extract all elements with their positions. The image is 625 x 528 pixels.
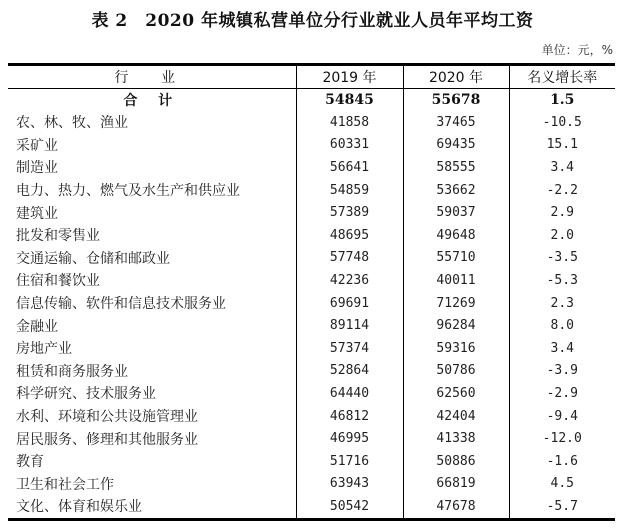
value-2019: 57748 [296,247,403,270]
industry-name: 信息传输、软件和信息技术服务业 [16,296,226,313]
value-2020: 50886 [403,450,509,473]
value-2019: 60331 [296,134,403,157]
header-industry-label: 行 业 [114,70,189,86]
value-2020: 50786 [403,360,509,383]
table-row [8,337,615,360]
value-2020: 62560 [403,382,509,405]
value-2020: 58555 [403,156,509,179]
growth-rate: -5.3 [509,269,615,292]
table-row [8,111,615,134]
industry-name: 金融业 [16,318,58,335]
value-2020: 49648 [403,224,509,247]
value-2019: 48695 [296,224,403,247]
growth-rate: 2.0 [509,224,615,247]
table-row [8,156,615,179]
value-2020: 59316 [403,337,509,360]
industry-name: 卫生和社会工作 [16,476,114,493]
value-2019: 46812 [296,405,403,428]
table-row [8,382,615,405]
value-2020: 69435 [403,134,509,157]
value-2019: 52864 [296,360,403,383]
industry-name: 农、林、牧、渔业 [16,115,128,132]
header-2019: 2019 年 [296,65,403,89]
value-2019: 41858 [296,111,403,134]
total-growth: 1.5 [509,89,615,112]
value-2020: 71269 [403,292,509,315]
growth-rate: -10.5 [509,111,615,134]
wage-table [8,63,615,521]
table-row [8,269,615,292]
growth-rate: 3.4 [509,156,615,179]
header-2020: 2020 年 [403,65,509,89]
industry-name: 电力、热力、燃气及水生产和供应业 [16,183,240,200]
value-2020: 53662 [403,179,509,202]
value-2019: 69691 [296,292,403,315]
growth-rate: 15.1 [509,134,615,157]
industry-name: 租赁和商务服务业 [16,363,128,380]
table-row [8,292,615,315]
industry-name: 房地产业 [16,341,72,358]
growth-rate: -2.9 [509,382,615,405]
growth-rate: -3.5 [509,247,615,270]
value-2019: 42236 [296,269,403,292]
value-2020: 96284 [403,314,509,337]
growth-rate: 4.5 [509,473,615,496]
total-2020: 55678 [403,89,509,112]
industry-name: 建筑业 [16,205,58,222]
header-industry [8,65,296,89]
table-row [8,473,615,496]
table-title: 表 2 2020 年城镇私营单位分行业就业人员年平均工资 [91,11,534,31]
value-2020: 55710 [403,247,509,270]
value-2020: 47678 [403,495,509,519]
value-2019: 57374 [296,337,403,360]
value-2019: 57389 [296,201,403,224]
growth-rate: 2.9 [509,201,615,224]
growth-rate: 8.0 [509,314,615,337]
value-2020: 59037 [403,201,509,224]
header-growth: 名义增长率 [509,65,615,89]
growth-rate: -9.4 [509,405,615,428]
value-2019: 89114 [296,314,403,337]
growth-rate: 3.4 [509,337,615,360]
table-row [8,495,615,519]
growth-rate: -3.9 [509,360,615,383]
value-2019: 46995 [296,427,403,450]
value-2019: 63943 [296,473,403,496]
industry-name: 水利、环境和公共设施管理业 [16,409,198,426]
table-row [8,405,615,428]
growth-rate: 2.3 [509,292,615,315]
industry-name: 教育 [16,454,44,471]
industry-name: 采矿业 [16,137,58,154]
industry-name: 科学研究、技术服务业 [16,386,156,403]
value-2019: 51716 [296,450,403,473]
total-2019: 54845 [296,89,403,112]
value-2019: 50542 [296,495,403,519]
table-row [8,450,615,473]
total-label-text: 合 计 [123,93,181,109]
value-2020: 40011 [403,269,509,292]
value-2020: 41338 [403,427,509,450]
industry-name: 批发和零售业 [16,228,100,245]
value-2019: 56641 [296,156,403,179]
growth-rate: -12.0 [509,427,615,450]
growth-rate: -1.6 [509,450,615,473]
industry-name: 文化、体育和娱乐业 [8,495,296,519]
industry-name: 制造业 [16,160,58,177]
table-row [8,314,615,337]
industry-name: 住宿和餐饮业 [16,273,100,290]
industry-name: 交通运输、仓储和邮政业 [16,250,170,267]
value-2020: 66819 [403,473,509,496]
table-row [8,224,615,247]
total-row [8,89,615,112]
growth-rate: -5.7 [509,495,615,519]
table-row [8,134,615,157]
table-row [8,427,615,450]
unit-label: 单位：元，% [541,43,613,57]
value-2019: 54859 [296,179,403,202]
value-2020: 37465 [403,111,509,134]
industry-name: 居民服务、修理和其他服务业 [16,431,198,448]
table-row [8,247,615,270]
total-label [8,89,296,112]
header-row [8,65,615,89]
value-2019: 64440 [296,382,403,405]
table-row [8,360,615,383]
table-row [8,179,615,202]
growth-rate: -2.2 [509,179,615,202]
table-row [8,201,615,224]
value-2020: 42404 [403,405,509,428]
